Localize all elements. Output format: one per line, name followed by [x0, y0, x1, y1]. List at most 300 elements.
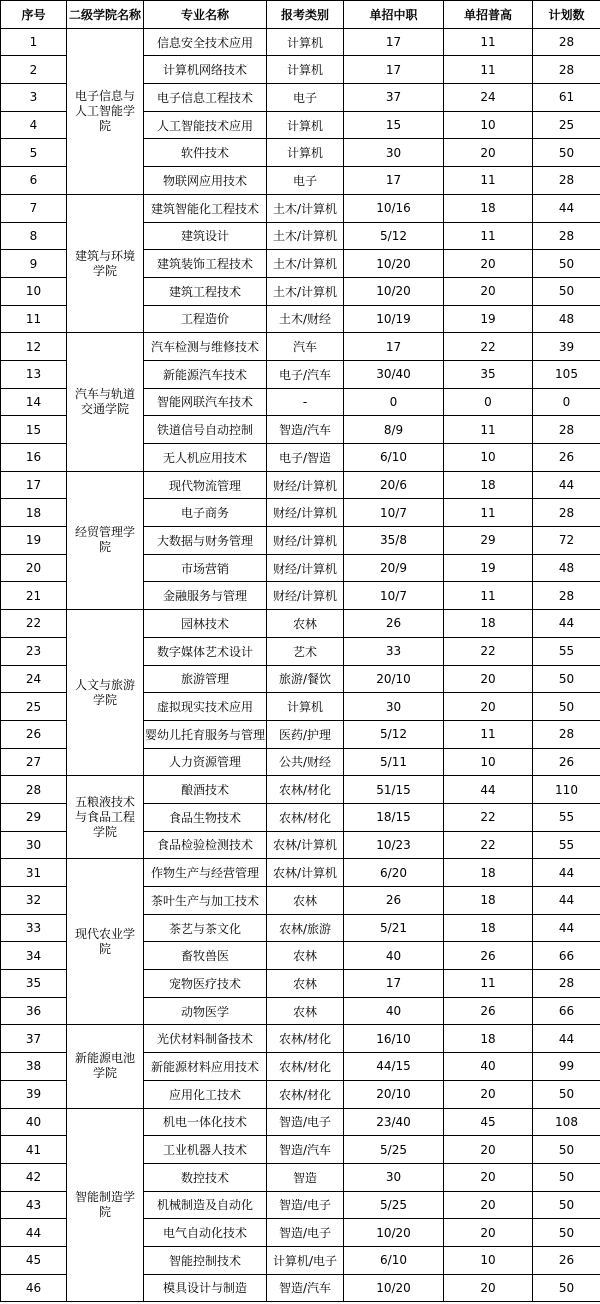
- college-name: 人文与旅游学院: [67, 610, 144, 776]
- highschool-quota: 19: [444, 305, 533, 333]
- vocational-quota: 30: [344, 139, 444, 167]
- row-index: 31: [1, 859, 67, 887]
- major-name: 新能源汽车技术: [144, 360, 267, 388]
- major-name: 数字媒体艺术设计: [144, 637, 267, 665]
- exam-category: 财经/计算机: [267, 582, 344, 610]
- plan-total: 28: [533, 222, 600, 250]
- college-name: 电子信息与人工智能学院: [67, 28, 144, 194]
- major-name: 机械制造及自动化: [144, 1191, 267, 1219]
- vocational-quota: 10/19: [344, 305, 444, 333]
- vocational-quota: 6/10: [344, 444, 444, 472]
- plan-total: 44: [533, 471, 600, 499]
- row-index: 8: [1, 222, 67, 250]
- exam-category: 农林/材化: [267, 1025, 344, 1053]
- exam-category: 电子/智造: [267, 444, 344, 472]
- major-name: 光伏材料制备技术: [144, 1025, 267, 1053]
- major-name: 工业机器人技术: [144, 1136, 267, 1164]
- highschool-quota: 18: [444, 914, 533, 942]
- plan-total: 50: [533, 1136, 600, 1164]
- vocational-quota: 16/10: [344, 1025, 444, 1053]
- row-index: 12: [1, 333, 67, 361]
- row-index: 4: [1, 111, 67, 139]
- highschool-quota: 26: [444, 997, 533, 1025]
- highschool-quota: 45: [444, 1108, 533, 1136]
- row-index: 5: [1, 139, 67, 167]
- highschool-quota: 11: [444, 28, 533, 56]
- row-index: 28: [1, 776, 67, 804]
- row-index: 38: [1, 1053, 67, 1081]
- plan-total: 28: [533, 416, 600, 444]
- exam-category: 农林/材化: [267, 1080, 344, 1108]
- row-index: 34: [1, 942, 67, 970]
- major-name: 金融服务与管理: [144, 582, 267, 610]
- highschool-quota: 18: [444, 610, 533, 638]
- major-name: 智能控制技术: [144, 1246, 267, 1274]
- vocational-quota: 5/25: [344, 1136, 444, 1164]
- major-name: 新能源材料应用技术: [144, 1053, 267, 1081]
- plan-total: 44: [533, 887, 600, 915]
- major-name: 软件技术: [144, 139, 267, 167]
- plan-total: 28: [533, 167, 600, 195]
- highschool-quota: 44: [444, 776, 533, 804]
- major-name: 动物医学: [144, 997, 267, 1025]
- header-college: 二级学院名称: [67, 1, 144, 29]
- major-name: 畜牧兽医: [144, 942, 267, 970]
- exam-category: 智造/电子: [267, 1108, 344, 1136]
- header-vocational-quota: 单招中职: [344, 1, 444, 29]
- vocational-quota: 35/8: [344, 527, 444, 555]
- vocational-quota: 10/7: [344, 499, 444, 527]
- major-name: 宠物医疗技术: [144, 970, 267, 998]
- plan-total: 55: [533, 637, 600, 665]
- header-plan-total: 计划数: [533, 1, 600, 29]
- row-index: 16: [1, 444, 67, 472]
- row-index: 43: [1, 1191, 67, 1219]
- major-name: 信息安全技术应用: [144, 28, 267, 56]
- major-name: 建筑工程技术: [144, 277, 267, 305]
- exam-category: 计算机: [267, 693, 344, 721]
- vocational-quota: 15: [344, 111, 444, 139]
- row-index: 40: [1, 1108, 67, 1136]
- exam-category: 农林: [267, 887, 344, 915]
- highschool-quota: 10: [444, 748, 533, 776]
- vocational-quota: 20/6: [344, 471, 444, 499]
- highschool-quota: 22: [444, 333, 533, 361]
- major-name: 现代物流管理: [144, 471, 267, 499]
- vocational-quota: 8/9: [344, 416, 444, 444]
- highschool-quota: 20: [444, 1274, 533, 1302]
- table-row: [1, 28, 600, 56]
- plan-total: 28: [533, 28, 600, 56]
- exam-category: 农林/材化: [267, 803, 344, 831]
- exam-category: 农林/材化: [267, 776, 344, 804]
- row-index: 3: [1, 84, 67, 112]
- table-row: [1, 194, 600, 222]
- vocational-quota: 10/23: [344, 831, 444, 859]
- row-index: 19: [1, 527, 67, 555]
- major-name: 食品检验检测技术: [144, 831, 267, 859]
- exam-category: 计算机: [267, 56, 344, 84]
- major-name: 建筑智能化工程技术: [144, 194, 267, 222]
- vocational-quota: 20/10: [344, 1080, 444, 1108]
- plan-total: 50: [533, 250, 600, 278]
- major-name: 市场营销: [144, 554, 267, 582]
- plan-total: 48: [533, 305, 600, 333]
- highschool-quota: 40: [444, 1053, 533, 1081]
- highschool-quota: 26: [444, 942, 533, 970]
- vocational-quota: 44/15: [344, 1053, 444, 1081]
- major-name: 虚拟现实技术应用: [144, 693, 267, 721]
- plan-total: 66: [533, 942, 600, 970]
- plan-total: 28: [533, 720, 600, 748]
- highschool-quota: 20: [444, 277, 533, 305]
- plan-total: 50: [533, 1080, 600, 1108]
- row-index: 17: [1, 471, 67, 499]
- major-name: 电子信息工程技术: [144, 84, 267, 112]
- major-name: 电气自动化技术: [144, 1219, 267, 1247]
- plan-total: 48: [533, 554, 600, 582]
- plan-total: 105: [533, 360, 600, 388]
- highschool-quota: 22: [444, 831, 533, 859]
- vocational-quota: 33: [344, 637, 444, 665]
- major-name: 电子商务: [144, 499, 267, 527]
- plan-total: 44: [533, 1025, 600, 1053]
- header-row: [1, 1, 600, 29]
- plan-total: 50: [533, 1163, 600, 1191]
- vocational-quota: 23/40: [344, 1108, 444, 1136]
- row-index: 24: [1, 665, 67, 693]
- major-name: 铁道信号自动控制: [144, 416, 267, 444]
- highschool-quota: 22: [444, 637, 533, 665]
- major-name: 数控技术: [144, 1163, 267, 1191]
- exam-category: 智造/汽车: [267, 1136, 344, 1164]
- highschool-quota: 20: [444, 693, 533, 721]
- major-name: 计算机网络技术: [144, 56, 267, 84]
- row-index: 1: [1, 28, 67, 56]
- highschool-quota: 11: [444, 167, 533, 195]
- highschool-quota: 20: [444, 665, 533, 693]
- major-name: 应用化工技术: [144, 1080, 267, 1108]
- plan-total: 28: [533, 499, 600, 527]
- plan-total: 50: [533, 665, 600, 693]
- college-name: 经贸管理学院: [67, 471, 144, 609]
- college-name: 汽车与轨道交通学院: [67, 333, 144, 471]
- plan-total: 44: [533, 859, 600, 887]
- row-index: 9: [1, 250, 67, 278]
- exam-category: 智造/汽车: [267, 1274, 344, 1302]
- plan-total: 28: [533, 582, 600, 610]
- plan-total: 25: [533, 111, 600, 139]
- table-body: [1, 28, 600, 1302]
- plan-total: 44: [533, 914, 600, 942]
- vocational-quota: 6/10: [344, 1246, 444, 1274]
- plan-total: 26: [533, 748, 600, 776]
- plan-total: 50: [533, 277, 600, 305]
- plan-total: 39: [533, 333, 600, 361]
- highschool-quota: 35: [444, 360, 533, 388]
- college-name: 五粮液技术与食品工程学院: [67, 776, 144, 859]
- vocational-quota: 40: [344, 997, 444, 1025]
- row-index: 25: [1, 693, 67, 721]
- table-row: [1, 471, 600, 499]
- plan-total: 55: [533, 831, 600, 859]
- exam-category: 电子: [267, 84, 344, 112]
- exam-category: 农林: [267, 997, 344, 1025]
- table-row: [1, 333, 600, 361]
- major-name: 汽车检测与维修技术: [144, 333, 267, 361]
- exam-category: 公共/财经: [267, 748, 344, 776]
- major-name: 机电一体化技术: [144, 1108, 267, 1136]
- exam-category: 医药/护理: [267, 720, 344, 748]
- major-name: 物联网应用技术: [144, 167, 267, 195]
- header-category: 报考类别: [267, 1, 344, 29]
- plan-total: 50: [533, 1219, 600, 1247]
- vocational-quota: 5/21: [344, 914, 444, 942]
- major-name: 大数据与财务管理: [144, 527, 267, 555]
- vocational-quota: 6/20: [344, 859, 444, 887]
- exam-category: 农林: [267, 610, 344, 638]
- vocational-quota: 17: [344, 56, 444, 84]
- vocational-quota: 17: [344, 970, 444, 998]
- vocational-quota: 10/20: [344, 1274, 444, 1302]
- vocational-quota: 5/11: [344, 748, 444, 776]
- table-row: [1, 610, 600, 638]
- row-index: 23: [1, 637, 67, 665]
- row-index: 32: [1, 887, 67, 915]
- exam-category: 智造/汽车: [267, 416, 344, 444]
- vocational-quota: 5/12: [344, 222, 444, 250]
- row-index: 27: [1, 748, 67, 776]
- exam-category: 农林/计算机: [267, 831, 344, 859]
- row-index: 39: [1, 1080, 67, 1108]
- vocational-quota: 10/20: [344, 277, 444, 305]
- highschool-quota: 11: [444, 56, 533, 84]
- exam-category: 农林/材化: [267, 1053, 344, 1081]
- major-name: 智能网联汽车技术: [144, 388, 267, 416]
- row-index: 2: [1, 56, 67, 84]
- major-name: 婴幼儿托育服务与管理: [144, 720, 267, 748]
- plan-total: 108: [533, 1108, 600, 1136]
- highschool-quota: 0: [444, 388, 533, 416]
- highschool-quota: 19: [444, 554, 533, 582]
- row-index: 21: [1, 582, 67, 610]
- table-row: [1, 1108, 600, 1136]
- plan-total: 0: [533, 388, 600, 416]
- exam-category: 汽车: [267, 333, 344, 361]
- exam-category: 土木/计算机: [267, 250, 344, 278]
- exam-category: -: [267, 388, 344, 416]
- row-index: 10: [1, 277, 67, 305]
- vocational-quota: 30: [344, 1163, 444, 1191]
- vocational-quota: 37: [344, 84, 444, 112]
- plan-total: 50: [533, 1191, 600, 1219]
- row-index: 29: [1, 803, 67, 831]
- vocational-quota: 10/7: [344, 582, 444, 610]
- row-index: 14: [1, 388, 67, 416]
- row-index: 33: [1, 914, 67, 942]
- exam-category: 土木/计算机: [267, 194, 344, 222]
- row-index: 22: [1, 610, 67, 638]
- highschool-quota: 18: [444, 1025, 533, 1053]
- exam-category: 农林: [267, 970, 344, 998]
- highschool-quota: 20: [444, 139, 533, 167]
- vocational-quota: 30/40: [344, 360, 444, 388]
- row-index: 46: [1, 1274, 67, 1302]
- exam-category: 旅游/餐饮: [267, 665, 344, 693]
- row-index: 35: [1, 970, 67, 998]
- exam-category: 土木/计算机: [267, 222, 344, 250]
- vocational-quota: 51/15: [344, 776, 444, 804]
- major-name: 茶艺与茶文化: [144, 914, 267, 942]
- row-index: 36: [1, 997, 67, 1025]
- plan-total: 110: [533, 776, 600, 804]
- highschool-quota: 20: [444, 1191, 533, 1219]
- row-index: 7: [1, 194, 67, 222]
- vocational-quota: 17: [344, 167, 444, 195]
- major-name: 无人机应用技术: [144, 444, 267, 472]
- highschool-quota: 10: [444, 444, 533, 472]
- exam-category: 财经/计算机: [267, 527, 344, 555]
- plan-total: 72: [533, 527, 600, 555]
- row-index: 30: [1, 831, 67, 859]
- exam-category: 土木/财经: [267, 305, 344, 333]
- plan-total: 61: [533, 84, 600, 112]
- plan-total: 28: [533, 56, 600, 84]
- exam-category: 计算机: [267, 111, 344, 139]
- row-index: 6: [1, 167, 67, 195]
- major-name: 园林技术: [144, 610, 267, 638]
- highschool-quota: 22: [444, 803, 533, 831]
- plan-total: 28: [533, 970, 600, 998]
- vocational-quota: 0: [344, 388, 444, 416]
- highschool-quota: 11: [444, 582, 533, 610]
- college-name: 现代农业学院: [67, 859, 144, 1025]
- highschool-quota: 29: [444, 527, 533, 555]
- exam-category: 财经/计算机: [267, 471, 344, 499]
- major-name: 工程造价: [144, 305, 267, 333]
- table-row: [1, 1025, 600, 1053]
- row-index: 18: [1, 499, 67, 527]
- highschool-quota: 11: [444, 499, 533, 527]
- plan-total: 99: [533, 1053, 600, 1081]
- highschool-quota: 11: [444, 416, 533, 444]
- highschool-quota: 11: [444, 720, 533, 748]
- plan-total: 26: [533, 444, 600, 472]
- exam-category: 农林/旅游: [267, 914, 344, 942]
- row-index: 13: [1, 360, 67, 388]
- major-name: 作物生产与经营管理: [144, 859, 267, 887]
- major-name: 建筑装饰工程技术: [144, 250, 267, 278]
- vocational-quota: 10/20: [344, 1219, 444, 1247]
- plan-total: 50: [533, 693, 600, 721]
- row-index: 37: [1, 1025, 67, 1053]
- highschool-quota: 10: [444, 111, 533, 139]
- highschool-quota: 20: [444, 1163, 533, 1191]
- exam-category: 艺术: [267, 637, 344, 665]
- exam-category: 智造: [267, 1163, 344, 1191]
- major-name: 建筑设计: [144, 222, 267, 250]
- major-name: 旅游管理: [144, 665, 267, 693]
- plan-total: 50: [533, 139, 600, 167]
- row-index: 42: [1, 1163, 67, 1191]
- row-index: 11: [1, 305, 67, 333]
- exam-category: 智造/电子: [267, 1219, 344, 1247]
- table-row: [1, 859, 600, 887]
- highschool-quota: 20: [444, 1219, 533, 1247]
- exam-category: 智造/电子: [267, 1191, 344, 1219]
- row-index: 45: [1, 1246, 67, 1274]
- highschool-quota: 20: [444, 1136, 533, 1164]
- exam-category: 计算机: [267, 139, 344, 167]
- vocational-quota: 5/12: [344, 720, 444, 748]
- exam-category: 电子: [267, 167, 344, 195]
- college-name: 建筑与环境学院: [67, 194, 144, 332]
- vocational-quota: 20/10: [344, 665, 444, 693]
- vocational-quota: 18/15: [344, 803, 444, 831]
- highschool-quota: 18: [444, 887, 533, 915]
- exam-category: 财经/计算机: [267, 554, 344, 582]
- vocational-quota: 30: [344, 693, 444, 721]
- major-name: 食品生物技术: [144, 803, 267, 831]
- row-index: 15: [1, 416, 67, 444]
- major-name: 人力资源管理: [144, 748, 267, 776]
- vocational-quota: 10/20: [344, 250, 444, 278]
- major-name: 茶叶生产与加工技术: [144, 887, 267, 915]
- plan-total: 66: [533, 997, 600, 1025]
- vocational-quota: 20/9: [344, 554, 444, 582]
- major-name: 模具设计与制造: [144, 1274, 267, 1302]
- vocational-quota: 10/16: [344, 194, 444, 222]
- major-name: 酿酒技术: [144, 776, 267, 804]
- header-major: 专业名称: [144, 1, 267, 29]
- exam-category: 财经/计算机: [267, 499, 344, 527]
- exam-category: 农林/计算机: [267, 859, 344, 887]
- plan-total: 50: [533, 1274, 600, 1302]
- highschool-quota: 18: [444, 471, 533, 499]
- row-index: 44: [1, 1219, 67, 1247]
- vocational-quota: 5/25: [344, 1191, 444, 1219]
- vocational-quota: 26: [344, 887, 444, 915]
- vocational-quota: 17: [344, 333, 444, 361]
- exam-category: 农林: [267, 942, 344, 970]
- college-name: 智能制造学院: [67, 1108, 144, 1302]
- plan-total: 26: [533, 1246, 600, 1274]
- highschool-quota: 24: [444, 84, 533, 112]
- vocational-quota: 40: [344, 942, 444, 970]
- exam-category: 计算机/电子: [267, 1246, 344, 1274]
- highschool-quota: 11: [444, 222, 533, 250]
- row-index: 26: [1, 720, 67, 748]
- vocational-quota: 17: [344, 28, 444, 56]
- header-index: 序号: [1, 1, 67, 29]
- highschool-quota: 20: [444, 250, 533, 278]
- exam-category: 计算机: [267, 28, 344, 56]
- highschool-quota: 11: [444, 970, 533, 998]
- major-name: 人工智能技术应用: [144, 111, 267, 139]
- exam-category: 土木/计算机: [267, 277, 344, 305]
- highschool-quota: 18: [444, 859, 533, 887]
- college-name: 新能源电池学院: [67, 1025, 144, 1108]
- highschool-quota: 10: [444, 1246, 533, 1274]
- plan-total: 44: [533, 194, 600, 222]
- plan-total: 44: [533, 610, 600, 638]
- table-row: [1, 776, 600, 804]
- vocational-quota: 26: [344, 610, 444, 638]
- highschool-quota: 18: [444, 194, 533, 222]
- plan-total: 55: [533, 803, 600, 831]
- exam-category: 电子/汽车: [267, 360, 344, 388]
- row-index: 41: [1, 1136, 67, 1164]
